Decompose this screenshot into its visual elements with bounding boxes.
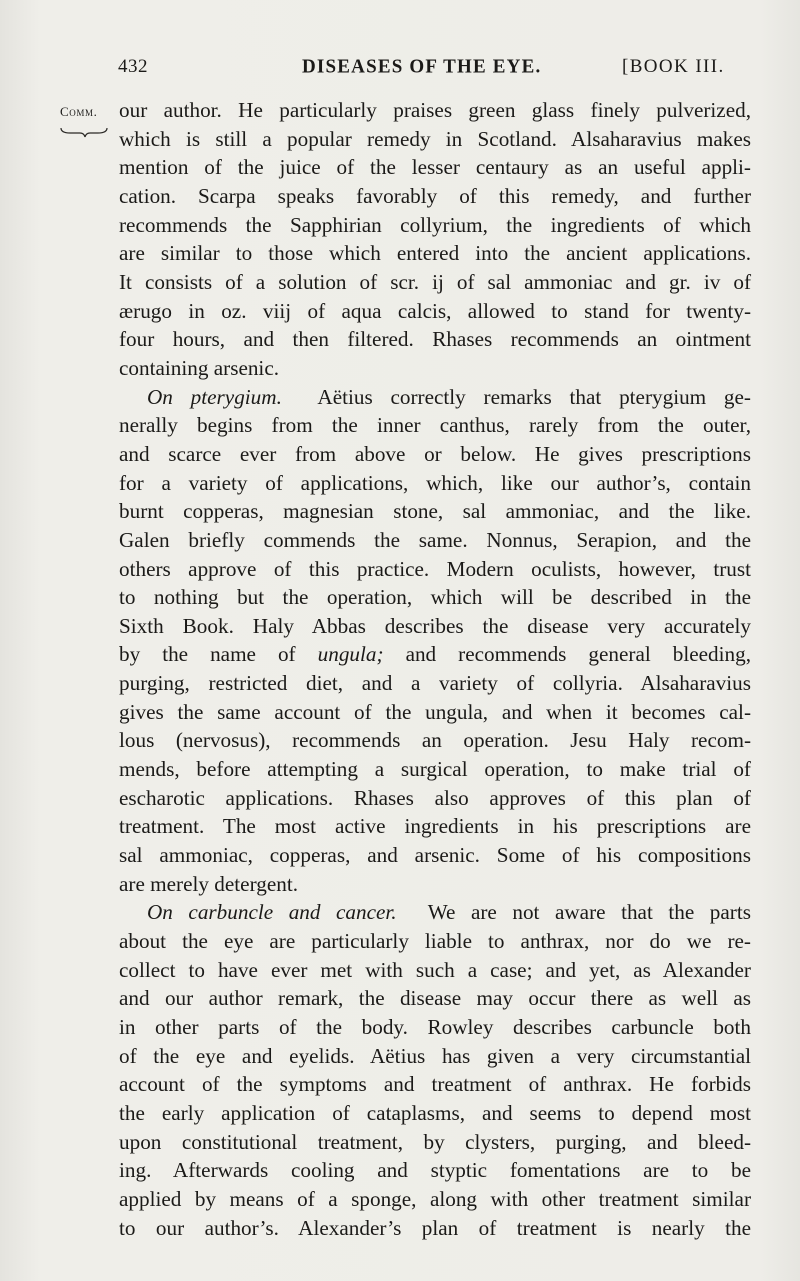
text-line: the early application of cataplasms, and seems to depend most <box>119 1100 751 1125</box>
text-line: Sixth Book. Haly Abbas describes the disease very accurately <box>119 613 751 638</box>
text-line: nerally begins from the inner canthus, rarely from the outer, <box>119 413 751 438</box>
text-line: sal ammoniac, copperas, and arsenic. Some of his compositions <box>119 843 751 868</box>
text-line: gives the same account of the ungula, and when it becomes cal- <box>119 699 751 724</box>
running-header <box>0 56 800 86</box>
margin-brace-icon <box>60 126 108 138</box>
text-line: applied by means of a sponge, along with other treatment similar <box>119 1186 751 1211</box>
text-line: and scarce ever from above or below. He gives prescriptions <box>119 441 751 466</box>
text-line: cation. Scarpa speaks favorably of this remedy, and further <box>119 183 751 208</box>
paragraph-pterygium <box>119 383 751 899</box>
text-fragment: by the name of <box>119 642 296 667</box>
text-line: and our author remark, the disease may occur there as well as <box>119 986 751 1011</box>
margin-note: Comm. <box>60 104 98 119</box>
text-line: upon constitutional treatment, by clysters, purging, and bleed- <box>119 1129 751 1154</box>
text-line: collect to have ever met with such a case; and yet, as Alexander <box>119 957 751 982</box>
text-line: treatment. The most active ingredients in his prescriptions are <box>119 814 751 839</box>
page-number: 432 <box>118 56 148 77</box>
text-line: escharotic applications. Rhases also approves of this plan of <box>119 785 751 810</box>
paragraph-carbuncle <box>119 898 751 1242</box>
text-line: Galen briefly commends the same. Nonnus, Serapion, and the <box>119 527 751 552</box>
text-line: are similar to those which entered into the ancient applications. <box>119 241 751 266</box>
text-line: of the eye and eyelids. Aëtius has given a very circumstantial <box>119 1043 751 1068</box>
section-heading-pterygium: On pterygium. <box>147 384 282 409</box>
text-line <box>119 898 751 927</box>
text-line: It consists of a solution of scr. ij of sal ammoniac and gr. iv of <box>119 269 751 294</box>
section-heading-carbuncle: On carbuncle and cancer. <box>147 900 397 925</box>
text-line: to nothing but the operation, which will be described in the <box>119 585 751 610</box>
text-line: lous (nervosus), recommends an operation. Jesu Haly recom- <box>119 728 751 753</box>
text-line: ærugo in oz. viij of aqua calcis, allowed to stand for twenty- <box>119 298 751 323</box>
emphasis-ungula: ungula; <box>317 642 384 667</box>
text-line: four hours, and then filtered. Rhases recommends an ointment <box>119 327 751 352</box>
text-line: others approve of this practice. Modern oculists, however, trust <box>119 556 751 581</box>
heading-line-text: We are not aware that the parts <box>427 900 751 925</box>
text-line: are merely detergent. <box>119 871 299 896</box>
book-reference: [BOOK III. <box>622 56 725 77</box>
text-line <box>119 640 751 669</box>
text-line: to our author’s. Alexander’s plan of treatment is nearly the <box>119 1215 751 1240</box>
text-line: our author. He particularly praises green glass finely pulverized, <box>119 98 751 122</box>
text-line: mends, before attempting a surgical operation, to make trial of <box>119 757 751 782</box>
text-line: account of the symptoms and treatment of anthrax. He forbids <box>119 1072 751 1097</box>
running-title: DISEASES OF THE EYE. <box>302 55 542 78</box>
text-line: in other parts of the body. Rowley describes carbuncle both <box>119 1015 751 1039</box>
text-line: purging, restricted diet, and a variety of collyria. Alsaharavius <box>119 671 751 696</box>
text-line: for a variety of applications, which, like our author’s, contain <box>119 470 751 495</box>
text-line: recommends the Sapphirian collyrium, the ingredients of which <box>119 212 751 237</box>
text-fragment: and recommends general bleeding, <box>405 642 752 667</box>
heading-line-text: Aëtius correctly remarks that pterygium ge- <box>317 384 751 409</box>
paragraph-1 <box>119 96 751 383</box>
text-line: mention of the juice of the lesser centaury as an useful appli- <box>119 155 751 180</box>
text-line <box>119 383 751 412</box>
body-text <box>119 96 751 1242</box>
text-line: containing arsenic. <box>119 355 280 380</box>
text-line: ing. Afterwards cooling and styptic fomentations are to be <box>119 1158 751 1183</box>
text-line: which is still a popular remedy in Scotland. Alsaharavius makes <box>119 126 751 151</box>
text-line: about the eye are particularly liable to anthrax, nor do we re- <box>119 929 751 954</box>
text-line: burnt copperas, magnesian stone, sal ammoniac, and the like. <box>119 499 751 524</box>
